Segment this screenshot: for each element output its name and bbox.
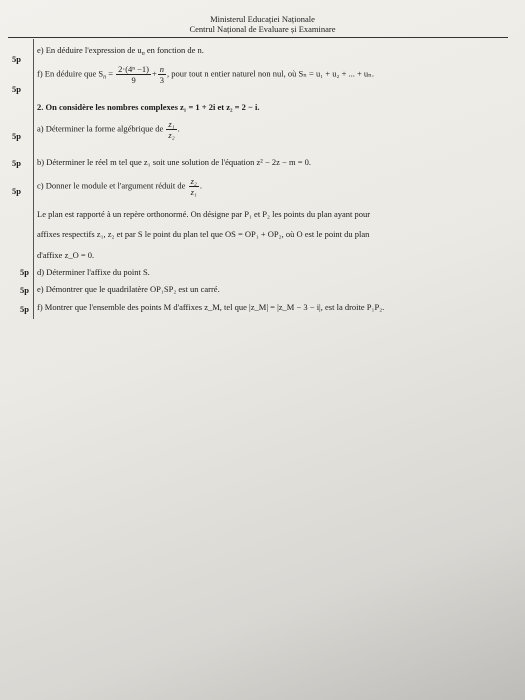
question-text: c) Donner le module et l'argument réduit de bbox=[37, 180, 186, 191]
subscript: n bbox=[141, 51, 145, 57]
question-tail: . bbox=[199, 180, 202, 191]
points-label: 5p bbox=[12, 131, 21, 141]
question-text: f) En déduire que S bbox=[37, 68, 104, 79]
fraction-numerator: 2·(4ⁿ −1) bbox=[118, 64, 149, 74]
points-label: 5p bbox=[20, 267, 29, 277]
fraction-denominator: 3 bbox=[159, 75, 165, 85]
exercise-2-intro: 2. On considère les nombres complexes z₁ = 1 + 2i et z₂ = 2 − i. bbox=[37, 102, 260, 112]
points-label: 5p bbox=[20, 285, 29, 295]
points-label: 5p bbox=[12, 158, 21, 168]
question-f2: f) Montrer que l'ensemble des points M d'affixes z_M, tel que |z_M| = |z_M − 3 − i|, est la droite P₁P₂. bbox=[37, 302, 385, 312]
question-tail: , pour tout n entier naturel non nul, où Sₙ = u₁ + u₂ + ... + uₙ. bbox=[167, 68, 374, 79]
fraction-denominator: 9 bbox=[131, 75, 136, 85]
question-tail: . bbox=[177, 123, 180, 134]
question-e bbox=[37, 45, 204, 57]
center-title: Centrul Național de Evaluare și Examinare bbox=[189, 24, 336, 34]
fraction bbox=[166, 119, 176, 140]
fraction-numerator: z₂ bbox=[190, 176, 197, 186]
question-c bbox=[37, 176, 202, 197]
points-label: 5p bbox=[20, 304, 29, 314]
question-text: a) Déterminer la forme algébrique de bbox=[37, 123, 164, 134]
question-f: f) En déduire que $S_n$ = $\frac{\text{2·(4ⁿ −1)}}{9}$ + $\frac{n}{3}$ , pour tout n entier naturel non nul, où Sₙ = u₁ + u₂ + ... + uₙ. bbox=[37, 64, 374, 85]
points-label: 5p bbox=[12, 186, 21, 196]
points-label: 5p bbox=[12, 54, 21, 64]
points-column-divider bbox=[33, 39, 34, 319]
question-e2: e) Démontrer que le quadrilatère OP₁SP₂ est un carré. bbox=[37, 284, 220, 294]
fraction-denominator: z₂ bbox=[168, 130, 175, 140]
question-b: b) Déterminer le réel m tel que z₁ soit une solution de l'équation z² − 2z − m = 0. bbox=[37, 157, 311, 167]
fraction-denominator: z₁ bbox=[190, 187, 197, 197]
fraction bbox=[158, 64, 166, 85]
paragraph-line-3: d'affixe z_O = 0. bbox=[37, 250, 95, 260]
fraction-numerator: n bbox=[159, 64, 165, 74]
paragraph-line-2: affixes respectifs z₁, z₂ et par S le point du plan tel que OS = OP₁ + OP₂, où O est le point du plan bbox=[37, 229, 370, 239]
fraction bbox=[189, 176, 199, 197]
fraction-numerator: z₁ bbox=[168, 119, 175, 129]
points-label: 5p bbox=[12, 84, 21, 94]
subscript: n bbox=[103, 74, 107, 81]
question-d: d) Déterminer l'affixe du point S. bbox=[37, 267, 150, 277]
question-a bbox=[37, 119, 180, 140]
ministry-title: Ministerul Educației Naționale bbox=[210, 14, 315, 24]
fraction bbox=[116, 64, 151, 85]
header-rule bbox=[8, 37, 508, 38]
question-tail: en fonction de n. bbox=[144, 45, 204, 55]
paragraph-line-1: Le plan est rapporté à un repère orthonormé. On désigne par P₁ et P₂ les points du plan ayant pour bbox=[37, 209, 371, 219]
question-text: e) En déduire l'expression de u bbox=[37, 45, 142, 55]
